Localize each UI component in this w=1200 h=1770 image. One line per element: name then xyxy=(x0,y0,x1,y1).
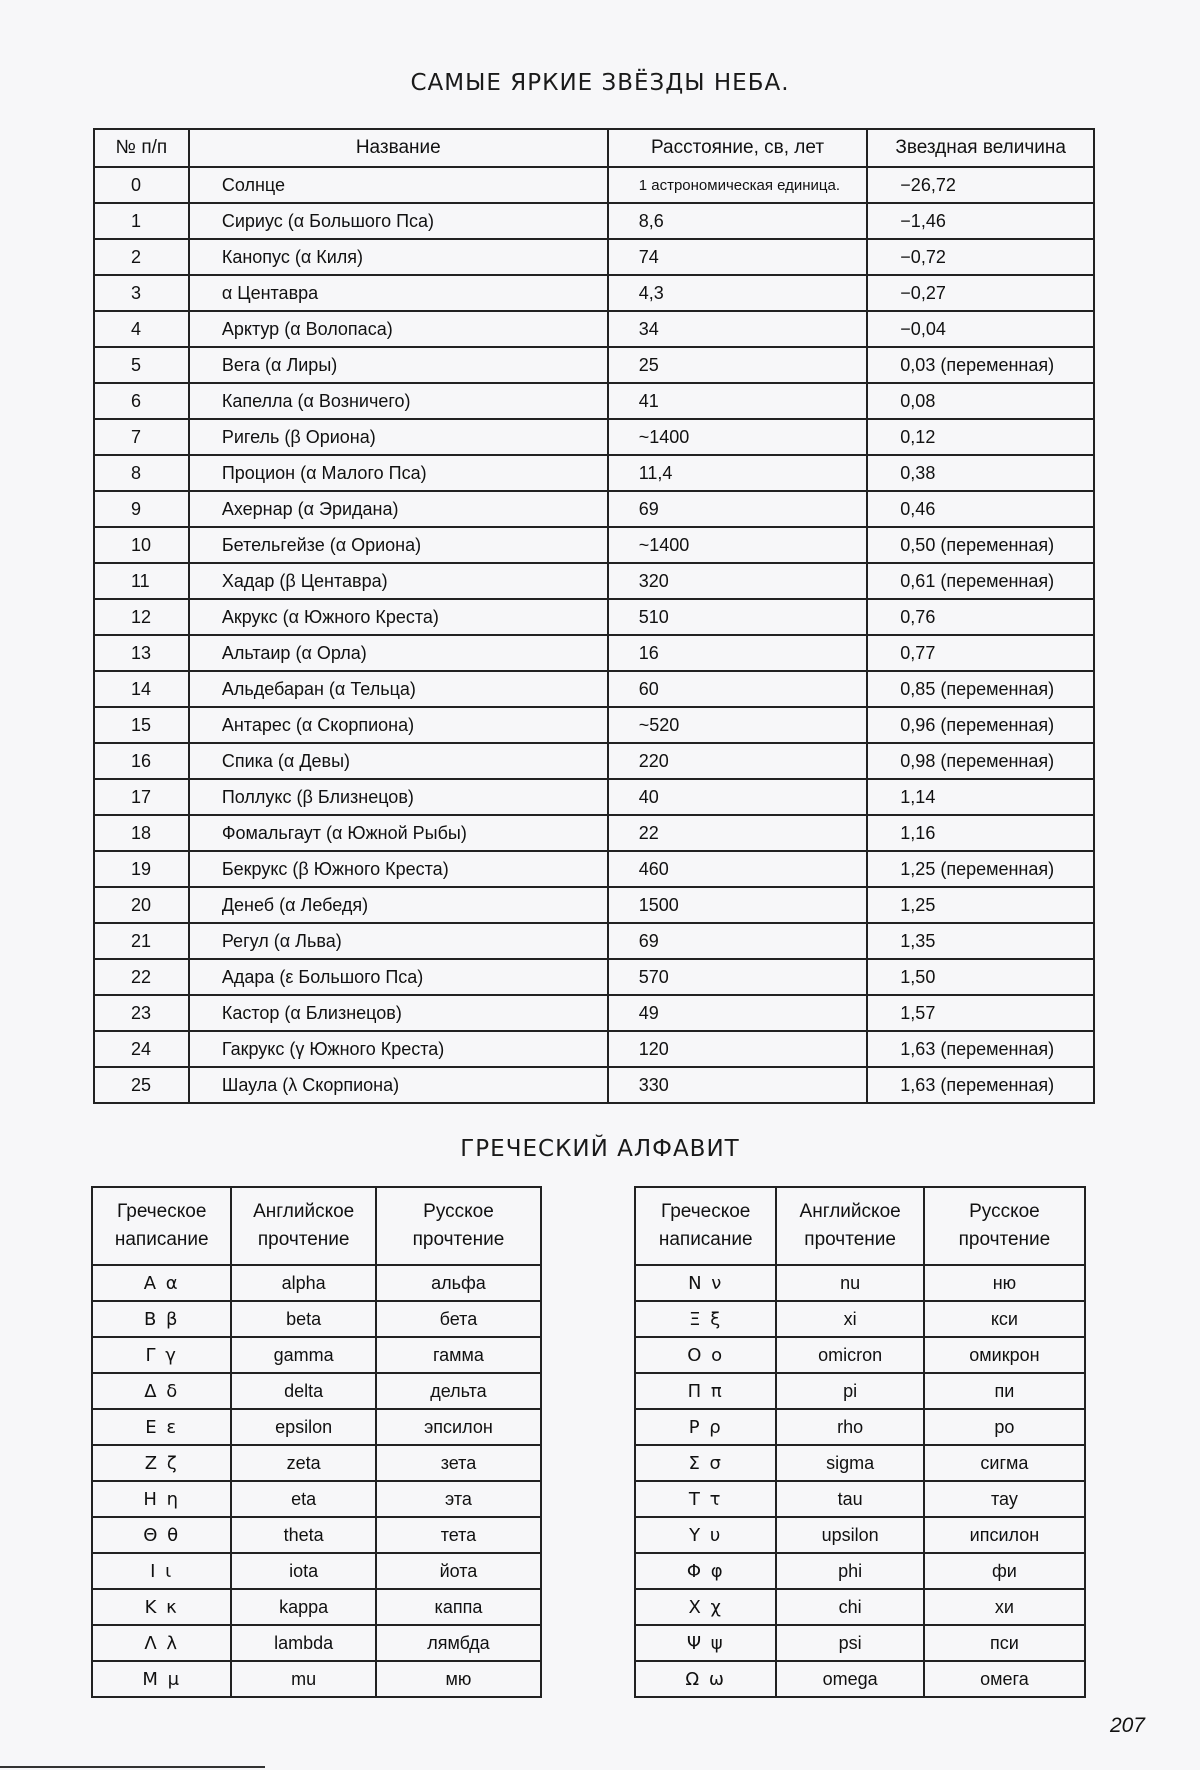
english-reading: upsilon xyxy=(776,1517,923,1553)
star-magnitude: −0,27 xyxy=(867,275,1094,311)
russian-reading: тау xyxy=(924,1481,1085,1517)
russian-reading: эпсилон xyxy=(376,1409,541,1445)
header-russian-reading: Русское прочтение xyxy=(376,1187,541,1265)
greek-row xyxy=(92,1517,541,1553)
russian-reading: дельта xyxy=(376,1373,541,1409)
star-number: 9 xyxy=(94,491,189,527)
star-name: Процион (α Малого Пса) xyxy=(189,455,608,491)
star-row xyxy=(94,1067,1094,1103)
star-row xyxy=(94,995,1094,1031)
russian-reading: каппа xyxy=(376,1589,541,1625)
greek-row xyxy=(92,1337,541,1373)
star-magnitude: 0,77 xyxy=(867,635,1094,671)
english-reading: chi xyxy=(776,1589,923,1625)
star-row xyxy=(94,491,1094,527)
greek-row xyxy=(635,1481,1085,1517)
star-row xyxy=(94,851,1094,887)
star-distance: 460 xyxy=(608,851,868,887)
english-reading: pi xyxy=(776,1373,923,1409)
english-reading: zeta xyxy=(231,1445,375,1481)
greek-letter: Κ κ xyxy=(92,1589,231,1625)
russian-reading: зета xyxy=(376,1445,541,1481)
greek-letter: Π π xyxy=(635,1373,776,1409)
greek-row xyxy=(92,1589,541,1625)
star-number: 22 xyxy=(94,959,189,995)
greek-letter: Ξ ξ xyxy=(635,1301,776,1337)
star-name: Акрукс (α Южного Креста) xyxy=(189,599,608,635)
greek-letter: Ο ο xyxy=(635,1337,776,1373)
star-distance: 220 xyxy=(608,743,868,779)
english-reading: iota xyxy=(231,1553,375,1589)
stars-title: САМЫЕ ЯРКИЕ ЗВЁЗДЫ НЕБА. xyxy=(410,70,790,96)
star-number: 0 xyxy=(94,167,189,203)
russian-reading: бета xyxy=(376,1301,541,1337)
star-row xyxy=(94,779,1094,815)
star-name: Адара (ε Большого Пса) xyxy=(189,959,608,995)
english-reading: omega xyxy=(776,1661,923,1697)
star-distance: 11,4 xyxy=(608,455,868,491)
star-number: 24 xyxy=(94,1031,189,1067)
star-magnitude: −26,72 xyxy=(867,167,1094,203)
star-number: 16 xyxy=(94,743,189,779)
greek-row xyxy=(92,1301,541,1337)
greek-letter: Ψ ψ xyxy=(635,1625,776,1661)
star-row xyxy=(94,887,1094,923)
greek-row xyxy=(635,1553,1085,1589)
star-number: 11 xyxy=(94,563,189,599)
english-reading: rho xyxy=(776,1409,923,1445)
header-magnitude: Звездная величина xyxy=(867,129,1094,167)
star-number: 17 xyxy=(94,779,189,815)
star-magnitude: 0,08 xyxy=(867,383,1094,419)
english-reading: mu xyxy=(231,1661,375,1697)
star-distance: 34 xyxy=(608,311,868,347)
russian-reading: кси xyxy=(924,1301,1085,1337)
star-name: Регул (α Льва) xyxy=(189,923,608,959)
star-name: Солнце xyxy=(189,167,608,203)
greek-letter: Ν ν xyxy=(635,1265,776,1301)
header-greek-writing: Греческое написание xyxy=(635,1187,776,1265)
greek-letter: Λ λ xyxy=(92,1625,231,1661)
star-distance: 49 xyxy=(608,995,868,1031)
greek-row xyxy=(635,1589,1085,1625)
greek-letter: Η η xyxy=(92,1481,231,1517)
star-magnitude: 0,85 (переменная) xyxy=(867,671,1094,707)
greek-row xyxy=(92,1661,541,1697)
header-name: Название xyxy=(189,129,608,167)
english-reading: alpha xyxy=(231,1265,375,1301)
greek-row xyxy=(635,1373,1085,1409)
greek-row xyxy=(635,1337,1085,1373)
star-row xyxy=(94,275,1094,311)
star-number: 5 xyxy=(94,347,189,383)
star-number: 15 xyxy=(94,707,189,743)
russian-reading: омега xyxy=(924,1661,1085,1697)
star-number: 21 xyxy=(94,923,189,959)
star-name: Хадар (β Центавра) xyxy=(189,563,608,599)
star-number: 3 xyxy=(94,275,189,311)
greek-letter: Γ γ xyxy=(92,1337,231,1373)
star-magnitude: 0,98 (переменная) xyxy=(867,743,1094,779)
star-number: 7 xyxy=(94,419,189,455)
star-row xyxy=(94,743,1094,779)
russian-reading: альфа xyxy=(376,1265,541,1301)
greek-row xyxy=(92,1373,541,1409)
russian-reading: эта xyxy=(376,1481,541,1517)
star-magnitude: 1,14 xyxy=(867,779,1094,815)
star-distance: ~1400 xyxy=(608,527,868,563)
star-number: 1 xyxy=(94,203,189,239)
greek-row xyxy=(92,1445,541,1481)
star-magnitude: 0,76 xyxy=(867,599,1094,635)
greek-letter: Β β xyxy=(92,1301,231,1337)
greek-row xyxy=(92,1265,541,1301)
star-name: Антарес (α Скорпиона) xyxy=(189,707,608,743)
greek-row xyxy=(92,1481,541,1517)
russian-reading: хи xyxy=(924,1589,1085,1625)
star-number: 8 xyxy=(94,455,189,491)
russian-reading: мю xyxy=(376,1661,541,1697)
star-name: Канопус (α Киля) xyxy=(189,239,608,275)
stars-body xyxy=(94,167,1094,1103)
header-english-reading: Английское прочтение xyxy=(776,1187,923,1265)
star-magnitude: 0,46 xyxy=(867,491,1094,527)
greek-table-right xyxy=(634,1186,1086,1698)
russian-reading: ню xyxy=(924,1265,1085,1301)
star-magnitude: −0,72 xyxy=(867,239,1094,275)
star-magnitude: 0,61 (переменная) xyxy=(867,563,1094,599)
russian-reading: омикрон xyxy=(924,1337,1085,1373)
star-distance: 320 xyxy=(608,563,868,599)
star-name: Капелла (α Возничего) xyxy=(189,383,608,419)
star-number: 2 xyxy=(94,239,189,275)
star-row xyxy=(94,563,1094,599)
star-name: Гакрукс (γ Южного Креста) xyxy=(189,1031,608,1067)
star-row xyxy=(94,1031,1094,1067)
star-row xyxy=(94,167,1094,203)
star-row xyxy=(94,923,1094,959)
star-distance: 1500 xyxy=(608,887,868,923)
star-distance: 60 xyxy=(608,671,868,707)
russian-reading: пси xyxy=(924,1625,1085,1661)
greek-row xyxy=(635,1265,1085,1301)
star-magnitude: 0,38 xyxy=(867,455,1094,491)
star-magnitude: 1,25 xyxy=(867,887,1094,923)
russian-reading: йота xyxy=(376,1553,541,1589)
star-name: Денеб (α Лебедя) xyxy=(189,887,608,923)
star-distance: 510 xyxy=(608,599,868,635)
star-name: Ахернар (α Эридана) xyxy=(189,491,608,527)
star-name: Вега (α Лиры) xyxy=(189,347,608,383)
star-magnitude: 1,63 (переменная) xyxy=(867,1067,1094,1103)
english-reading: theta xyxy=(231,1517,375,1553)
star-distance: 1 астрономическая единица. xyxy=(608,167,868,203)
greek-header-row xyxy=(635,1187,1085,1265)
greek-letter: Ω ω xyxy=(635,1661,776,1697)
star-distance: 69 xyxy=(608,923,868,959)
greek-letter: Μ μ xyxy=(92,1661,231,1697)
russian-reading: тета xyxy=(376,1517,541,1553)
star-name: Бетельгейзе (α Ориона) xyxy=(189,527,608,563)
star-number: 12 xyxy=(94,599,189,635)
star-magnitude: 1,63 (переменная) xyxy=(867,1031,1094,1067)
greek-table-left xyxy=(91,1186,542,1698)
english-reading: xi xyxy=(776,1301,923,1337)
greek-row xyxy=(92,1409,541,1445)
star-row xyxy=(94,239,1094,275)
greek-row xyxy=(635,1625,1085,1661)
page-number: 207 xyxy=(1109,1714,1145,1737)
star-distance: 40 xyxy=(608,779,868,815)
star-name: Поллукс (β Близнецов) xyxy=(189,779,608,815)
star-number: 6 xyxy=(94,383,189,419)
star-row xyxy=(94,383,1094,419)
star-name: Альдебаран (α Тельца) xyxy=(189,671,608,707)
star-distance: 25 xyxy=(608,347,868,383)
star-magnitude: 0,03 (переменная) xyxy=(867,347,1094,383)
english-reading: beta xyxy=(231,1301,375,1337)
greek-row xyxy=(92,1625,541,1661)
star-distance: ~520 xyxy=(608,707,868,743)
star-row xyxy=(94,671,1094,707)
star-magnitude: 0,96 (переменная) xyxy=(867,707,1094,743)
star-number: 23 xyxy=(94,995,189,1031)
star-name: Спика (α Девы) xyxy=(189,743,608,779)
star-magnitude: 1,25 (переменная) xyxy=(867,851,1094,887)
greek-letter: Χ χ xyxy=(635,1589,776,1625)
greek-letter: Δ δ xyxy=(92,1373,231,1409)
header-number: № п/п xyxy=(94,129,189,167)
greek-letter: Σ σ xyxy=(635,1445,776,1481)
greek-letter: Ε ε xyxy=(92,1409,231,1445)
star-distance: 120 xyxy=(608,1031,868,1067)
greek-row xyxy=(92,1553,541,1589)
star-distance: 22 xyxy=(608,815,868,851)
star-number: 4 xyxy=(94,311,189,347)
russian-reading: ипсилон xyxy=(924,1517,1085,1553)
star-row xyxy=(94,455,1094,491)
star-distance: ~1400 xyxy=(608,419,868,455)
greek-left-body xyxy=(92,1265,541,1697)
greek-letter: Α α xyxy=(92,1265,231,1301)
star-number: 19 xyxy=(94,851,189,887)
english-reading: kappa xyxy=(231,1589,375,1625)
star-row xyxy=(94,635,1094,671)
star-distance: 41 xyxy=(608,383,868,419)
russian-reading: ро xyxy=(924,1409,1085,1445)
greek-letter: Φ φ xyxy=(635,1553,776,1589)
star-magnitude: 0,12 xyxy=(867,419,1094,455)
star-number: 10 xyxy=(94,527,189,563)
greek-letter: Υ υ xyxy=(635,1517,776,1553)
star-row xyxy=(94,599,1094,635)
star-row xyxy=(94,707,1094,743)
greek-header-row xyxy=(92,1187,541,1265)
star-magnitude: 0,50 (переменная) xyxy=(867,527,1094,563)
star-row xyxy=(94,527,1094,563)
star-name: α Центавра xyxy=(189,275,608,311)
star-number: 20 xyxy=(94,887,189,923)
greek-title: ГРЕЧЕСКИЙ АЛФАВИТ xyxy=(460,1136,740,1162)
star-magnitude: 1,50 xyxy=(867,959,1094,995)
greek-letter: Ζ ζ xyxy=(92,1445,231,1481)
star-row xyxy=(94,959,1094,995)
greek-row xyxy=(635,1661,1085,1697)
star-magnitude: 1,57 xyxy=(867,995,1094,1031)
star-row xyxy=(94,311,1094,347)
english-reading: tau xyxy=(776,1481,923,1517)
english-reading: psi xyxy=(776,1625,923,1661)
star-name: Арктур (α Волопаса) xyxy=(189,311,608,347)
header-greek-writing: Греческое написание xyxy=(92,1187,231,1265)
star-row xyxy=(94,203,1094,239)
star-distance: 570 xyxy=(608,959,868,995)
star-name: Альтаир (α Орла) xyxy=(189,635,608,671)
star-name: Сириус (α Большого Пса) xyxy=(189,203,608,239)
russian-reading: фи xyxy=(924,1553,1085,1589)
star-name: Шаула (λ Скорпиона) xyxy=(189,1067,608,1103)
star-number: 25 xyxy=(94,1067,189,1103)
english-reading: sigma xyxy=(776,1445,923,1481)
header-distance: Расстояние, св, лет xyxy=(608,129,868,167)
star-magnitude: −1,46 xyxy=(867,203,1094,239)
star-name: Ригель (β Ориона) xyxy=(189,419,608,455)
header-english-reading: Английское прочтение xyxy=(231,1187,375,1265)
greek-letter: Ρ ρ xyxy=(635,1409,776,1445)
star-distance: 74 xyxy=(608,239,868,275)
english-reading: lambda xyxy=(231,1625,375,1661)
star-number: 14 xyxy=(94,671,189,707)
greek-row xyxy=(635,1445,1085,1481)
star-row xyxy=(94,419,1094,455)
greek-letter: Ι ι xyxy=(92,1553,231,1589)
russian-reading: лямбда xyxy=(376,1625,541,1661)
star-magnitude: −0,04 xyxy=(867,311,1094,347)
english-reading: delta xyxy=(231,1373,375,1409)
greek-row xyxy=(635,1301,1085,1337)
star-magnitude: 1,35 xyxy=(867,923,1094,959)
stars-header-row xyxy=(94,129,1094,167)
star-name: Бекрукс (β Южного Креста) xyxy=(189,851,608,887)
english-reading: epsilon xyxy=(231,1409,375,1445)
greek-letter: Θ θ xyxy=(92,1517,231,1553)
greek-right-body xyxy=(635,1265,1085,1697)
english-reading: nu xyxy=(776,1265,923,1301)
english-reading: omicron xyxy=(776,1337,923,1373)
star-row xyxy=(94,815,1094,851)
russian-reading: сигма xyxy=(924,1445,1085,1481)
star-distance: 8,6 xyxy=(608,203,868,239)
greek-row xyxy=(635,1517,1085,1553)
header-russian-reading: Русское прочтение xyxy=(924,1187,1085,1265)
star-number: 13 xyxy=(94,635,189,671)
russian-reading: гамма xyxy=(376,1337,541,1373)
stars-table xyxy=(93,128,1095,1104)
russian-reading: пи xyxy=(924,1373,1085,1409)
star-distance: 4,3 xyxy=(608,275,868,311)
greek-letter: Τ τ xyxy=(635,1481,776,1517)
greek-row xyxy=(635,1409,1085,1445)
star-name: Фомальгаут (α Южной Рыбы) xyxy=(189,815,608,851)
star-distance: 330 xyxy=(608,1067,868,1103)
star-distance: 16 xyxy=(608,635,868,671)
corner-divider xyxy=(0,1766,265,1768)
english-reading: eta xyxy=(231,1481,375,1517)
star-number: 18 xyxy=(94,815,189,851)
star-magnitude: 1,16 xyxy=(867,815,1094,851)
star-distance: 69 xyxy=(608,491,868,527)
english-reading: phi xyxy=(776,1553,923,1589)
english-reading: gamma xyxy=(231,1337,375,1373)
star-name: Кастор (α Близнецов) xyxy=(189,995,608,1031)
star-row xyxy=(94,347,1094,383)
